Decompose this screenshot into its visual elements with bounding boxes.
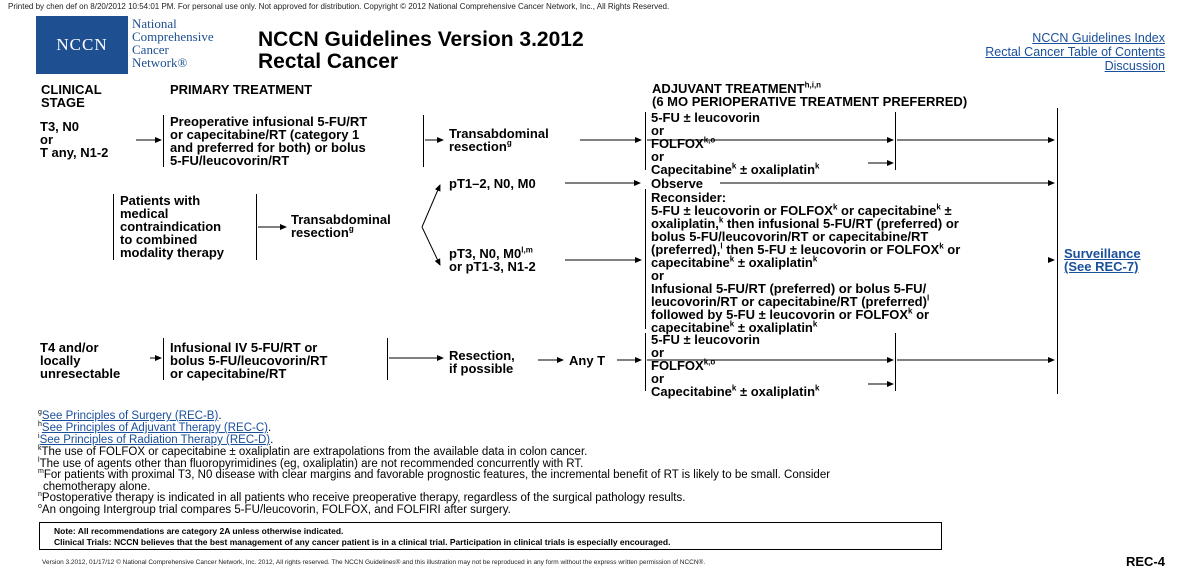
footnote-mark: n	[38, 491, 42, 499]
footnote-mark: k	[38, 445, 42, 453]
note-line: Note: All recommendations are category 2A unless otherwise indicated.	[54, 526, 344, 536]
footnote-mark: m	[38, 468, 44, 476]
reconsider-line: oxaliplatin,$^k$ then infusional 5-FU/RT (preferred) or	[651, 215, 959, 231]
footnote-ref: k,o	[703, 357, 716, 367]
footnote-mark: o	[38, 503, 42, 511]
adjuvant-line: 5-FU ± leucovorin	[651, 332, 760, 347]
logo-line: Network®	[132, 55, 188, 70]
surgery-line: Resection,	[449, 348, 515, 363]
stage-line: or	[40, 132, 53, 147]
stage-line: medical	[120, 206, 169, 221]
reconsider-line: bolus 5-FU/leucovorin/RT or capecitabine/RT	[651, 229, 929, 244]
footnote-ref: k	[731, 383, 737, 393]
footnote-mark: h	[38, 421, 42, 429]
discussion-link[interactable]: Discussion	[1104, 59, 1165, 73]
footnote-ref: k	[815, 161, 820, 171]
primary-line: bolus 5-FU/leucovorin/RT	[170, 353, 328, 368]
surgery-principles-link[interactable]: See Principles of Surgery (REC-B)	[41, 410, 219, 422]
footnote-text: An ongoing Intergroup trial compares 5-FU/leucovorin, FOLFOX, and FOLFIRI after surgery.	[41, 504, 511, 516]
logo-line: National	[132, 16, 177, 31]
adjuvant-line: or	[651, 345, 664, 360]
footnote-text: .	[218, 410, 222, 422]
adjuvant-text: Capecitabine	[651, 162, 732, 177]
footnote-line: chemotherapy alone.	[43, 480, 151, 493]
reconsider-line: leucovorin/RT or capecitabine/RT (preferred)$^l$	[651, 293, 930, 309]
footnote-text: For patients with proximal T3, N0 disease with clear margins and favorable prognostic features, the incremental benefit of RT is likely to be small. Consider	[43, 469, 831, 481]
reconsider-line: 5-FU ± leucovorin or FOLFOX$^k$ or capecitabine$^k$ ±	[651, 202, 952, 218]
adjuvant-line: 5-FU ± leucovorin	[651, 110, 760, 125]
any-t-label: Any T	[569, 353, 606, 368]
footnote-m	[38, 470, 830, 493]
stage-line: modality therapy	[120, 245, 225, 260]
copyright-footer: Version 3.2012, 01/17/12 © National Comprehensive Cancer Network, Inc. 2012, All rights reserved. The NCCN Guidelines® and this illustration may not be reproduced in any form without the express written permission of NCCN®.	[42, 559, 706, 566]
primary-line: Infusional IV 5-FU/RT or	[170, 340, 318, 355]
primary-line: 5-FU/leucovorin/RT	[170, 153, 290, 168]
reconsider-line: capecitabine$^k$ ± oxaliplatin$^k$	[651, 319, 818, 335]
pathology-line: or pT1-3, N1-2	[449, 259, 536, 274]
footnote-ref: k	[731, 161, 737, 171]
footnote-ref: g	[506, 138, 512, 148]
footnote-text: The use of FOLFOX or capecitabine ± oxaliplatin are extrapolations from the available data in colon cancer.	[41, 446, 588, 458]
primary-line: or capecitabine/RT	[170, 366, 287, 381]
footnote-g	[38, 411, 222, 423]
footnote-i	[38, 435, 273, 447]
footnote-n	[38, 493, 685, 505]
footnote-ref: k	[815, 383, 820, 393]
primary-line: Preoperative infusional 5-FU/RT	[170, 114, 368, 129]
surveillance-line[interactable]: (See REC-7)	[1064, 259, 1139, 274]
footnote-text: Postoperative therapy is indicated in all patients who receive preoperative therapy, regardless of the surgical pathology results.	[41, 492, 686, 504]
footnote-text: .	[270, 434, 274, 446]
reconsider-line: followed by 5-FU ± leucovorin or FOLFOX$^k$ or	[651, 306, 930, 322]
reconsider-line: Reconsider:	[651, 190, 727, 205]
logo-line: Cancer	[132, 42, 169, 57]
print-header: Printed by chen def on 8/20/2012 10:54:01 PM. For personal use only. Not approved for distribution. Copyright © 2012 National Comprehensive Cancer Network, Inc., All Rights Reserved.	[8, 2, 670, 11]
header-text: ADJUVANT TREATMENT	[652, 81, 805, 96]
reconsider-line: or	[651, 268, 664, 283]
header-line: (6 MO PERIOPERATIVE TREATMENT PREFERRED)	[652, 94, 968, 109]
stage-line: unresectable	[40, 366, 121, 381]
branch-arrow	[422, 227, 440, 265]
guidelines-index-link[interactable]: NCCN Guidelines Index	[1032, 31, 1165, 45]
primary-line: and preferred for both) or bolus	[170, 140, 366, 155]
adjuvant-text: FOLFOX	[651, 358, 704, 373]
logo-line: Comprehensive	[132, 29, 214, 44]
footnote-o	[38, 505, 511, 517]
surgery-line: Transabdominal	[449, 126, 549, 141]
adjuvant-text: Capecitabine	[651, 384, 732, 399]
adjuvant-line: or	[651, 149, 664, 164]
adjuvant-text: FOLFOX	[651, 136, 704, 151]
surgery-text: resection	[449, 139, 507, 154]
note-box	[39, 522, 942, 550]
surgery-line: if possible	[449, 361, 514, 376]
surgery-line: Transabdominal	[291, 212, 391, 227]
header-line: STAGE	[41, 95, 85, 110]
footnote-k	[38, 447, 587, 459]
stage-line: locally	[40, 353, 81, 368]
pathology-text: pT3, N0, M0	[449, 246, 522, 261]
title-topic: Rectal Cancer	[258, 50, 399, 73]
primary-treatment-header: PRIMARY TREATMENT	[170, 82, 313, 97]
adjuvant-text: ± oxaliplatin	[736, 384, 816, 399]
primary-line: or capecitabine/RT (category 1	[170, 127, 360, 142]
header-line: CLINICAL	[41, 82, 102, 97]
stage-line: Patients with	[120, 193, 201, 208]
title-version: NCCN Guidelines Version 3.2012	[258, 28, 584, 51]
stage-line: T3, N0	[40, 119, 80, 134]
footnote-text: The use of agents other than fluoropyrimidines (eg, oxaliplatin) are not recommended concurrently with RT.	[39, 458, 584, 470]
observe-text: Observe	[651, 176, 704, 191]
branch-arrow	[422, 185, 440, 227]
adjuvant-line: or	[651, 371, 664, 386]
nccn-logo: NCCN	[36, 16, 128, 74]
footnote-line	[38, 470, 830, 482]
footnote-mark: i	[38, 433, 40, 441]
footnote-ref: l,m	[521, 245, 533, 255]
surgery-text: resection	[291, 225, 349, 240]
adjuvant-text: ± oxaliplatin	[736, 162, 816, 177]
footnote-h	[38, 423, 271, 435]
reconsider-line: capecitabine$^k$ ± oxaliplatin$^k$	[651, 254, 818, 270]
surveillance-line[interactable]: Surveillance	[1064, 246, 1141, 261]
stage-line: contraindication	[120, 219, 222, 234]
footnote-ref: h,i,n	[804, 80, 822, 90]
adjuvant-principles-link[interactable]: See Principles of Adjuvant Therapy (REC-C)	[41, 422, 268, 434]
note-line: Clinical Trials: NCCN believes that the best management of any cancer patient is in a clinical trial. Participation in clinical trials is especially encouraged.	[54, 537, 671, 547]
footnote-mark: l	[38, 457, 40, 465]
footnote-text: .	[267, 422, 272, 434]
stage-line: T4 and/or	[40, 340, 99, 355]
reconsider-line: (preferred),$^l$ then 5-FU ± leucovorin or FOLFOX$^k$ or	[651, 241, 961, 257]
stage-line: T any, N1-2	[40, 145, 109, 160]
stage-line: to combined	[120, 232, 198, 247]
footnote-ref: k,o	[703, 135, 716, 145]
footnote-mark: g	[38, 409, 42, 417]
adjuvant-line: or	[651, 123, 664, 138]
reconsider-line: Infusional 5-FU/RT (preferred) or bolus 5-FU/	[651, 281, 927, 296]
footnote-ref: g	[348, 224, 354, 234]
row2-pathology-a: pT1–2, N0, M0	[449, 176, 536, 191]
page-id: REC-4	[1125, 554, 1165, 569]
radiation-principles-link[interactable]: See Principles of Radiation Therapy (REC-D)	[39, 434, 271, 446]
table-of-contents-link[interactable]: Rectal Cancer Table of Contents	[985, 45, 1165, 59]
